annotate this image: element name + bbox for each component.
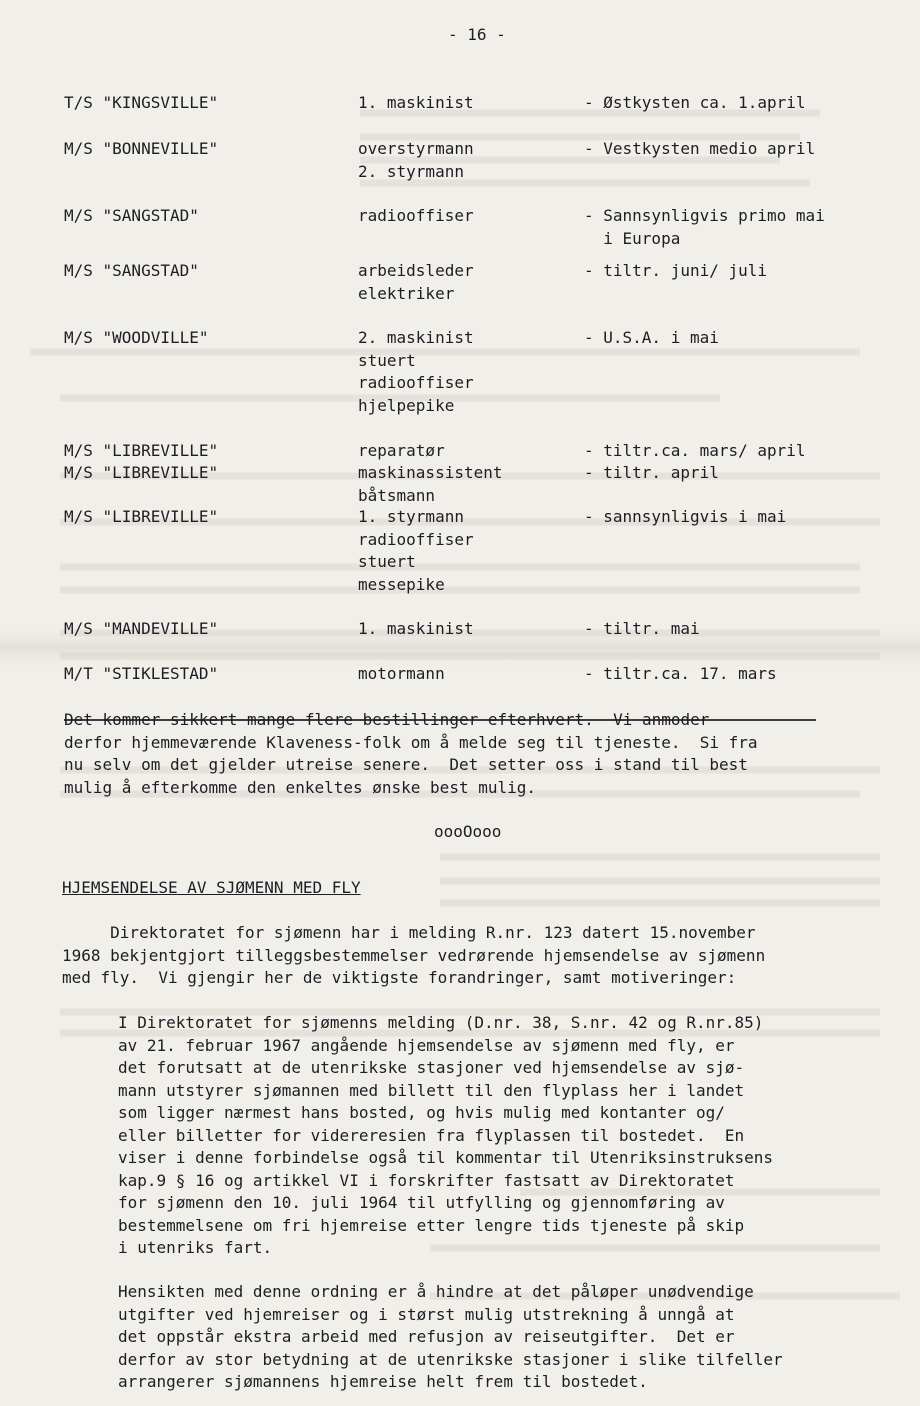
position-list <box>358 205 474 228</box>
text-line: viser i denne forbindelse også til kommentar til Utenriksinstruksens <box>118 1148 774 1167</box>
text-line: utgifter ved hjemreiser og i størst mulig utstrekning å unngå at <box>118 1304 735 1324</box>
position-item: overstyrmann <box>358 139 474 158</box>
text-line: derfor av stor betydning at de utenrikske stasjoner i slike tilfeller <box>118 1349 783 1369</box>
text-line: bestemmelsene om fri hjemreise etter lengre tids tjeneste på skip <box>118 1215 745 1235</box>
page-number: - 16 - <box>448 25 506 44</box>
quote-paragraph-2 <box>118 1281 783 1394</box>
quote-paragraph-1 <box>118 1012 773 1260</box>
text-line: det forutsatt at de utenrikske stasjoner ved hjemsendelse av sjø- <box>118 1058 745 1077</box>
position-item: radiooffiser <box>358 373 474 392</box>
text-line: nu selv om det gjelder utreise senere. Det setter oss i stand til best <box>64 755 748 774</box>
position-item: 1. maskinist <box>358 619 474 638</box>
ship-name: M/S "LIBREVILLE" <box>64 441 219 460</box>
ship-name: M/S "MANDEVILLE" <box>64 619 219 638</box>
position-item: 1. styrmann <box>358 507 464 526</box>
text-line: Hensikten med denne ordning er å hindre at det påløper unødvendige <box>118 1282 754 1301</box>
destination-line: - tiltr. april <box>584 463 719 482</box>
position-item: radiooffiser <box>358 529 474 549</box>
ship-name: M/T "STIKLESTAD" <box>64 664 219 683</box>
destination <box>584 506 786 529</box>
destination-line: - tiltr.ca. mars/ april <box>584 441 806 460</box>
destination <box>584 663 777 686</box>
text-line: 1968 bekjentgjort tilleggsbestemmelser vedrørende hjemsendelse av sjømenn <box>62 945 766 965</box>
position-item: 1. maskinist <box>358 93 474 112</box>
text-line: i utenriks fart. <box>118 1238 273 1257</box>
position-item: arbeidsleder <box>358 261 474 280</box>
destination-line: - tiltr.ca. 17. mars <box>584 664 777 683</box>
position-list <box>358 462 503 507</box>
ship-name: M/S "SANGSTAD" <box>64 206 199 225</box>
destination-line: - tiltr. juni/ juli <box>584 261 768 280</box>
text-line: som ligger nærmest hans bosted, og hvis mulig med kontanter og/ <box>118 1103 725 1122</box>
position-item: 2. styrmann <box>358 161 464 181</box>
text-line: av 21. februar 1967 angående hjemsendelse av sjømenn med fly, er <box>118 1035 735 1055</box>
text-line: mulig å efterkomme den enkeltes ønske best mulig. <box>64 777 537 797</box>
destination-line: - sannsynligvis i mai <box>584 507 787 526</box>
text-line: eller billetter for videreresien fra flyplassen til bostedet. En <box>118 1125 745 1145</box>
position-item: stuert <box>358 552 416 571</box>
destination-line: - Sannsynligvis primo mai <box>584 206 825 225</box>
text-line: det oppstår ekstra arbeid med refusjon av reiseutgifter. Det er <box>118 1327 735 1346</box>
section-heading: HJEMSENDELSE AV SJØMENN MED FLY <box>62 878 361 897</box>
position-item: reparatør <box>358 441 445 460</box>
position-item: båtsmann <box>358 485 436 505</box>
ship-name: M/S "SANGSTAD" <box>64 261 199 280</box>
position-list <box>358 663 445 686</box>
position-item: 2. maskinist <box>358 328 474 347</box>
destination <box>584 462 719 485</box>
text-line: derfor hjemmeværende Klaveness-folk om å melde seg til tjeneste. Si fra <box>64 732 758 752</box>
destination <box>584 205 825 250</box>
text-line: for sjømenn den 10. juli 1964 til utfylling og gjennomføring av <box>118 1193 725 1212</box>
position-item: stuert <box>358 350 416 370</box>
ship-name: M/S "LIBREVILLE" <box>64 463 219 482</box>
ship-name: M/S "LIBREVILLE" <box>64 507 219 526</box>
position-list <box>358 506 474 596</box>
position-list <box>358 440 445 463</box>
position-item: elektriker <box>358 283 455 303</box>
text-line: Det kommer sikkert mange flere bestillinger efterhvert. Vi anmoder <box>64 710 710 729</box>
position-item: motormann <box>358 664 445 683</box>
destination <box>584 618 700 641</box>
destination <box>584 327 719 350</box>
section-separator: oooOooo <box>434 822 502 841</box>
text-line: kap.9 § 16 og artikkel VI i forskrifter fastsatt av Direktoratet <box>118 1170 735 1190</box>
text-line: arrangerer sjømannens hjemreise helt frem til bostedet. <box>118 1372 648 1391</box>
position-list <box>358 260 474 305</box>
text-line: Direktoratet for sjømenn har i melding R.nr. 123 datert 15.november <box>62 923 756 942</box>
position-item: hjelpepike <box>358 395 455 415</box>
position-list <box>358 327 474 417</box>
destination-line: - tiltr. mai <box>584 619 700 638</box>
position-item: maskinassistent <box>358 463 503 482</box>
position-list <box>358 618 474 641</box>
destination <box>584 92 806 115</box>
text-line: med fly. Vi gjengir her de viktigste forandringer, samt motiveringer: <box>62 968 737 987</box>
appeal-paragraph <box>64 709 758 799</box>
text-line: mann utstyrer sjømannen med billett til den flyplass her i landet <box>118 1080 745 1100</box>
destination-line: - Vestkysten medio april <box>584 139 816 158</box>
position-item: messepike <box>358 574 445 594</box>
destination-line: i Europa <box>584 228 681 248</box>
destination <box>584 440 806 463</box>
ship-name: M/S "BONNEVILLE" <box>64 139 219 158</box>
ship-name: M/S "WOODVILLE" <box>64 328 209 347</box>
destination <box>584 260 767 283</box>
destination <box>584 138 815 161</box>
destination-line: - U.S.A. i mai <box>584 328 719 347</box>
destination-line: - Østkysten ca. 1.april <box>584 93 806 112</box>
position-list <box>358 138 474 183</box>
position-list <box>358 92 474 115</box>
text-line: I Direktoratet for sjømenns melding (D.nr. 38, S.nr. 42 og R.nr.85) <box>118 1013 764 1032</box>
ship-name: T/S "KINGSVILLE" <box>64 93 219 112</box>
position-item: radiooffiser <box>358 206 474 225</box>
intro-paragraph <box>62 922 765 990</box>
